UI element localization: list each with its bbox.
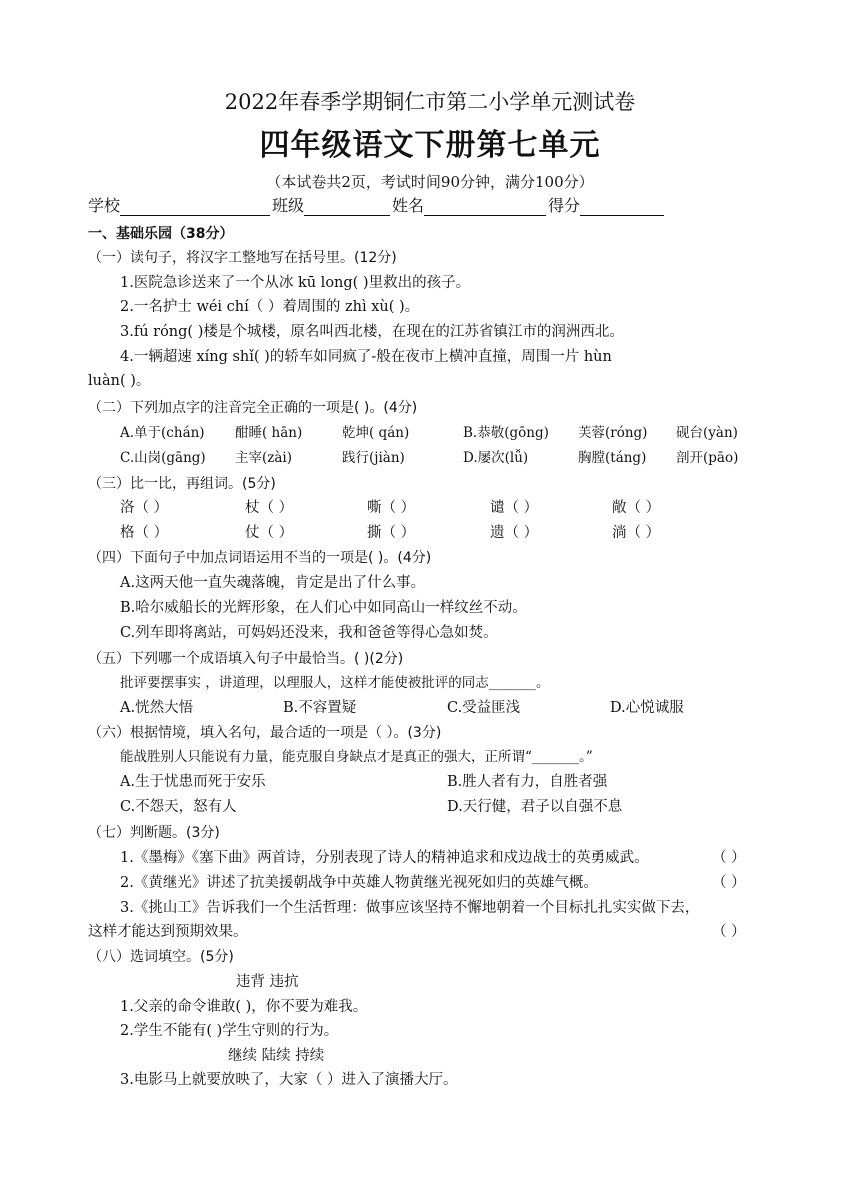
option-line: A.这两天他一直失魂落魄，肯定是出了什么事。 — [120, 575, 426, 591]
section-title: 一、基础乐园（38分） — [88, 226, 234, 242]
word-cell: 仗（ ） — [245, 525, 294, 541]
score-label: 得分 — [548, 196, 581, 215]
option-cell: B.不容置疑 — [283, 700, 357, 716]
question-line: 3.fú róng( )楼是个城楼，原名叫西北楼，在现在的江苏省镇江市的润洲西北。 — [120, 324, 624, 340]
question-line: luàn( )。 — [88, 373, 151, 389]
judgement-line: 2.《黄继光》讲述了抗美援朝战争中英雄人物黄继光视死如归的英雄气概。 — [120, 875, 598, 891]
question-title: （七）判断题。(3分) — [88, 825, 220, 841]
fill-line: 2.学生不能有( )学生守则的行为。 — [120, 1023, 339, 1039]
question-line: 1.医院急诊送来了一个从冰 kū long( )里救出的孩子。 — [120, 275, 471, 291]
option-cell: D.屡次(lǚ) — [463, 450, 529, 466]
word-choices: 继续 陆续 持续 — [228, 1048, 325, 1064]
word-cell: 淌（ ） — [612, 525, 661, 541]
option-cell: A.恍然大悟 — [120, 700, 194, 716]
page-title: 四年级语文下册第七单元 — [259, 128, 601, 163]
question-title: （六）根据情境，填入名句，最合适的一项是（ ）。(3分) — [88, 725, 442, 741]
option-cell: D.心悦诚服 — [610, 700, 684, 716]
option-cell: 酣睡( hān) — [235, 425, 303, 441]
question-line: 2.一名护士 wéi chí（ ）着周围的 zhì xù( )。 — [120, 299, 420, 315]
question-sentence: 批评要摆事实 ，讲道理，以理服人，这样才能使被批评的同志_______。 — [120, 675, 550, 691]
option-cell: 剖开(pāo) — [676, 450, 739, 466]
question-line: 4.一辆超速 xíng shǐ( )的轿车如同疯了-般在夜市上横冲直撞，周围一片 hùn — [120, 349, 612, 365]
question-title: （五）下列哪一个成语填入句子中最恰当。( )(2分) — [88, 651, 404, 667]
answer-paren[interactable]: （ ） — [712, 850, 746, 866]
word-cell: 格（ ） — [120, 525, 169, 541]
word-cell: 洛（ ） — [120, 500, 169, 516]
question-title: （二）下列加点字的注音完全正确的一项是( )。(4分) — [88, 400, 418, 416]
word-cell: 谴（ ） — [490, 500, 539, 516]
option-cell: D.天行健，君子以自强不息 — [447, 799, 623, 815]
answer-paren[interactable]: （ ） — [712, 924, 746, 940]
question-title: （一）读句子，将汉字工整地写在括号里。(12分) — [88, 250, 397, 266]
exam-header-title: 2022年春季学期铜仁市第二小学单元测试卷 — [224, 90, 636, 114]
option-cell: B.恭敬(gōng) — [463, 425, 549, 441]
question-title: （四）下面句子中加点词语运用不当的一项是( )。(4分) — [88, 550, 432, 566]
option-cell: A.单于(chán) — [120, 425, 205, 441]
option-cell: 践行(jiàn) — [342, 450, 405, 466]
option-cell: A.生于忧患而死于安乐 — [120, 774, 266, 790]
option-cell: C.山岗(gāng) — [120, 450, 206, 466]
word-cell: 敞（ ） — [612, 500, 661, 516]
option-cell: C.受益匪浅 — [447, 700, 521, 716]
exam-note: （本试卷共2页，考试时间90分钟，满分100分） — [266, 173, 594, 191]
word-cell: 遗（ ） — [490, 525, 539, 541]
name-field[interactable] — [424, 197, 546, 216]
fill-line: 1.父亲的命令谁敢( )，你不要为难我。 — [120, 999, 368, 1015]
answer-paren[interactable]: （ ） — [712, 875, 746, 891]
score-field[interactable] — [580, 197, 664, 216]
option-cell: 胸膛(táng) — [578, 450, 647, 466]
class-label: 班级 — [272, 196, 305, 215]
question-sentence: 能战胜别人只能说有力量，能克服自身缺点才是真正的强大，正所谓“_______。” — [120, 749, 593, 765]
word-cell: 撕（ ） — [367, 525, 416, 541]
judgement-line: 1.《墨梅》《塞下曲》两首诗，分别表现了诗人的精神追求和戍边战士的英勇威武。 — [120, 850, 649, 866]
option-line: B.哈尔威船长的光辉形象，在人们心中如同高山一样纹丝不动。 — [120, 600, 527, 616]
question-title: （八）选词填空。(5分) — [88, 949, 234, 965]
school-label: 学校 — [88, 196, 121, 215]
word-cell: 嘶（ ） — [367, 500, 416, 516]
option-cell: 乾坤( qán) — [342, 425, 410, 441]
name-label: 姓名 — [392, 196, 425, 215]
option-cell: 芙蓉(róng) — [578, 425, 648, 441]
judgement-line: 这样才能达到预期效果。 — [88, 924, 248, 940]
option-cell: 砚台(yàn) — [676, 425, 738, 441]
option-cell: C.不怨天，怒有人 — [120, 799, 237, 815]
question-title: （三）比一比，再组词。(5分) — [88, 476, 276, 492]
option-cell: B.胜人者有力，自胜者强 — [447, 774, 608, 790]
word-cell: 杖（ ） — [245, 500, 294, 516]
student-info-line — [88, 196, 772, 216]
word-choices: 违背 违抗 — [236, 974, 299, 990]
fill-line: 3.电影马上就要放映了，大家（ ）进入了演播大厅。 — [120, 1072, 458, 1088]
option-line: C.列车即将离站，可妈妈还没来，我和爸爸等得心急如焚。 — [120, 625, 498, 641]
judgement-line: 3.《挑山工》告诉我们一个生活哲理：做事应该坚持不懈地朝着一个目标扎扎实实做下去， — [120, 900, 700, 916]
school-field[interactable] — [120, 197, 270, 216]
option-cell: 主宰(zài) — [235, 450, 293, 466]
class-field[interactable] — [304, 197, 390, 216]
